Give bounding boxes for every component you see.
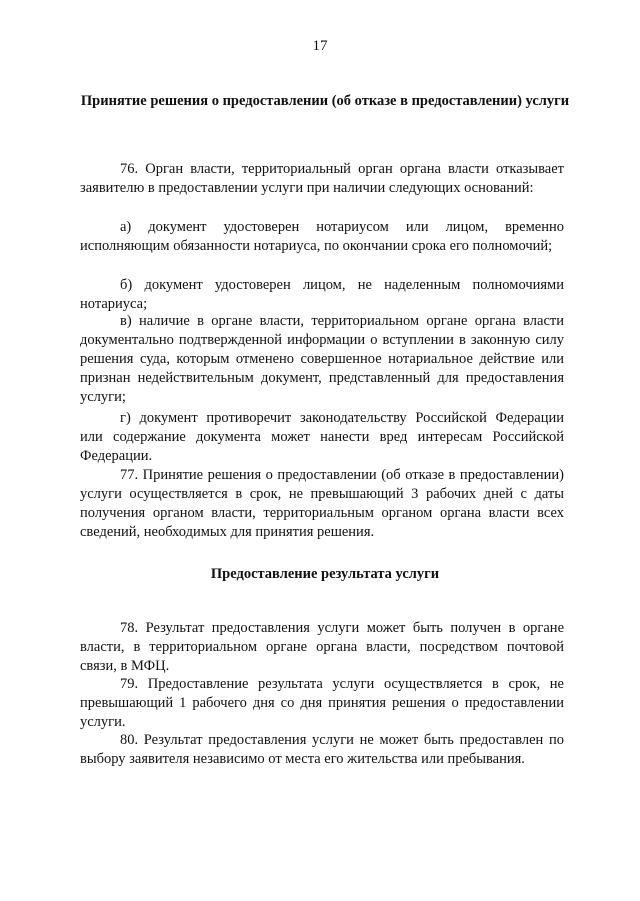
paragraph-78: 78. Результат предоставления услуги может быть получен в органе власти, в территориальном органе органа власти, посредством почтовой связи, в МФЦ. [80, 619, 564, 674]
paragraph-76: 76. Орган власти, территориальный орган органа власти отказывает заявителю в предоставлении услуги при наличии следующих оснований: [80, 160, 564, 196]
paragraph-76-b: б) документ удостоверен лицом, не наделенным полномочиями нотариуса; [80, 276, 564, 312]
paragraph-76-v: в) наличие в органе власти, территориальном органе органа власти документально подтвержденной информации о вступлении в законную силу решения суда, которым отменено совершенное нотариальное действие или признан недействительным документ, представленный для предоставления услуги; [80, 312, 564, 405]
section-heading-result: Предоставление результата услуги [210, 566, 440, 582]
paragraph-77: 77. Принятие решения о предоставлении (об отказе в предоставлении) услуги осуществляется в срок, не превышающий 3 рабочих дней с даты получения органом власти, территориальным органом органа власти всех сведений, необходимых для принятия решения. [80, 466, 564, 540]
paragraph-80: 80. Результат предоставления услуги не может быть предоставлен по выбору заявителя независимо от места его жительства или пребывания. [80, 731, 564, 767]
paragraph-79: 79. Предоставление результата услуги осуществляется в срок, не превышающий 1 рабочего дня со дня принятия решения о предоставлении услуги. [80, 675, 564, 730]
paragraph-76-a: а) документ удостоверен нотариусом или лицом, временно исполняющим обязанности нотариуса, по окончании срока его полномочий; [80, 218, 564, 254]
page-number: 17 [312, 38, 328, 54]
paragraph-76-g: г) документ противоречит законодательству Российской Федерации или содержание документа может нанести вред интересам Российской Федерации. [80, 409, 564, 464]
section-heading-decision: Принятие решения о предоставлении (об отказе в предоставлении) услуги [80, 93, 570, 109]
